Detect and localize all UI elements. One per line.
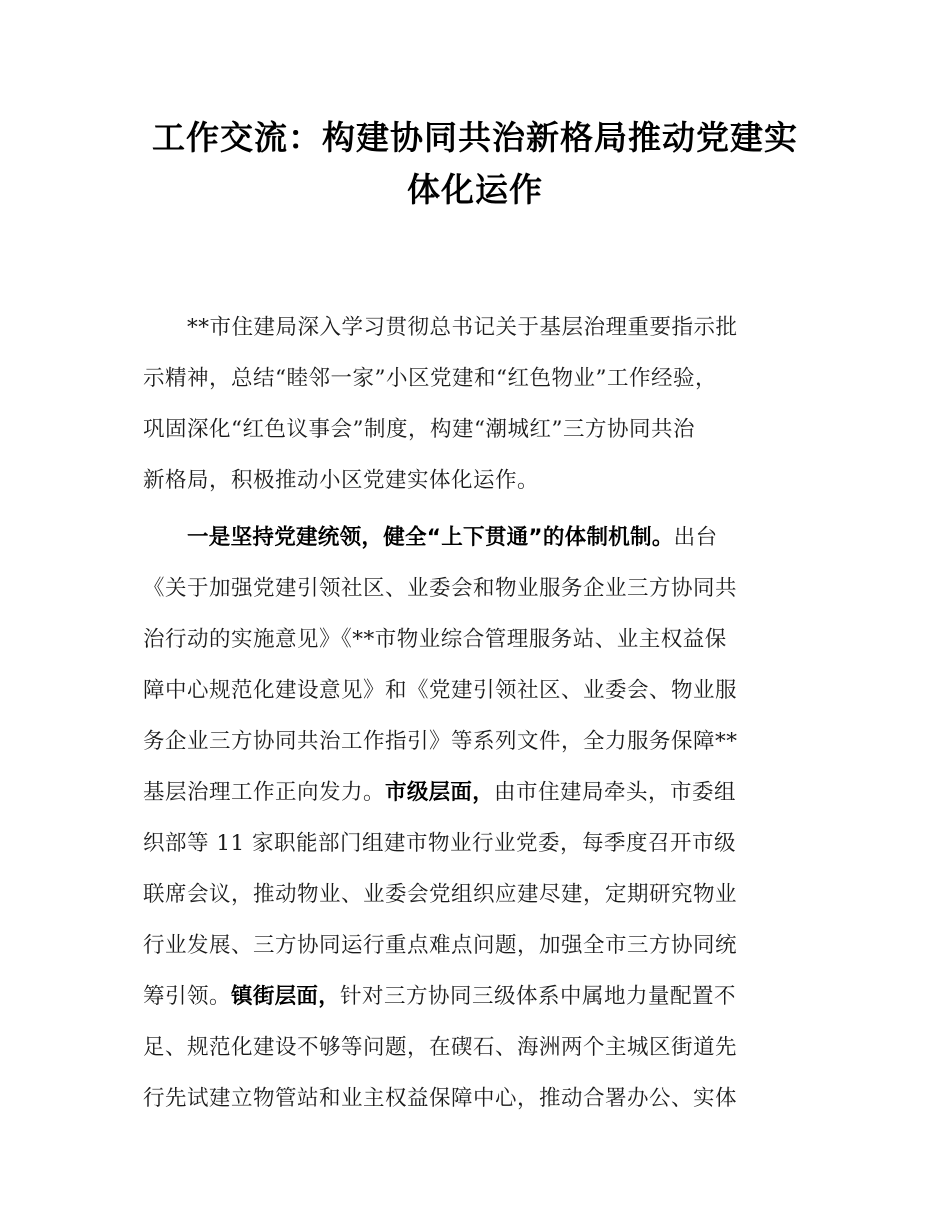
paragraph-text: 筹引领。 <box>143 984 232 1009</box>
title-line-2: 体化运作 <box>407 170 543 209</box>
paragraph-intro <box>143 302 823 506</box>
section-heading: 一是坚持党建统领，健全“上下贯通”的体制机制。 <box>187 525 674 550</box>
paragraph-line <box>143 767 823 818</box>
paragraph-line <box>143 512 823 563</box>
paragraph-text: 由市住建局牵头，市委组 <box>494 780 737 805</box>
paragraph-line: 织部等 11 家职能部门组建市物业行业党委，每季度召开市级 <box>143 831 737 856</box>
paragraph-line: 障中心规范化建设意见》和《党建引领社区、业委会、物业服 <box>143 678 738 703</box>
paragraph-line: 治行动的实施意见》《**市物业综合管理服务站、业主权益保 <box>143 627 727 652</box>
subsection-heading-town: 镇街层面， <box>231 984 341 1009</box>
paragraph-line: 联席会议，推动物业、业委会党组织应建尽建，定期研究物业 <box>143 882 738 907</box>
paragraph-line: **市住建局深入学习贯彻总书记关于基层治理重要指示批 <box>187 315 738 340</box>
paragraph-line: 行先试建立物管站和业主权益保障中心，推动合署办公、实体 <box>143 1086 738 1111</box>
title-line-1: 工作交流：构建协同共治新格局推动党建实 <box>152 118 798 157</box>
paragraph-line: 足、规范化建设不够等问题，在碶石、海洲两个主城区街道先 <box>143 1035 738 1060</box>
paragraph-line: 务企业三方协同共治工作指引》等系列文件，全力服务保障** <box>143 729 738 754</box>
paragraph-section-one <box>143 512 823 1124</box>
paragraph-line: 新格局，积极推动小区党建实体化运作。 <box>143 468 540 493</box>
paragraph-text: 针对三方协同三级体系中属地力量配置不 <box>340 984 737 1009</box>
paragraph-line: 行业发展、三方协同运行重点难点问题，加强全市三方协同统 <box>143 933 738 958</box>
paragraph-line <box>143 971 823 1022</box>
paragraph-line: 《关于加强党建引领社区、业委会和物业服务企业三方协同共 <box>143 576 738 601</box>
paragraph-line: 示精神，总结“睦邻一家”小区党建和“红色物业”工作经验， <box>143 366 717 391</box>
subsection-heading-city: 市级层面， <box>385 780 495 805</box>
paragraph-line: 巩固深化“红色议事会”制度，构建“潮城红”三方协同共治 <box>143 417 695 442</box>
paragraph-text: 基层治理工作正向发力。 <box>143 780 386 805</box>
document-title <box>120 112 830 216</box>
paragraph-text: 出台 <box>673 525 718 550</box>
